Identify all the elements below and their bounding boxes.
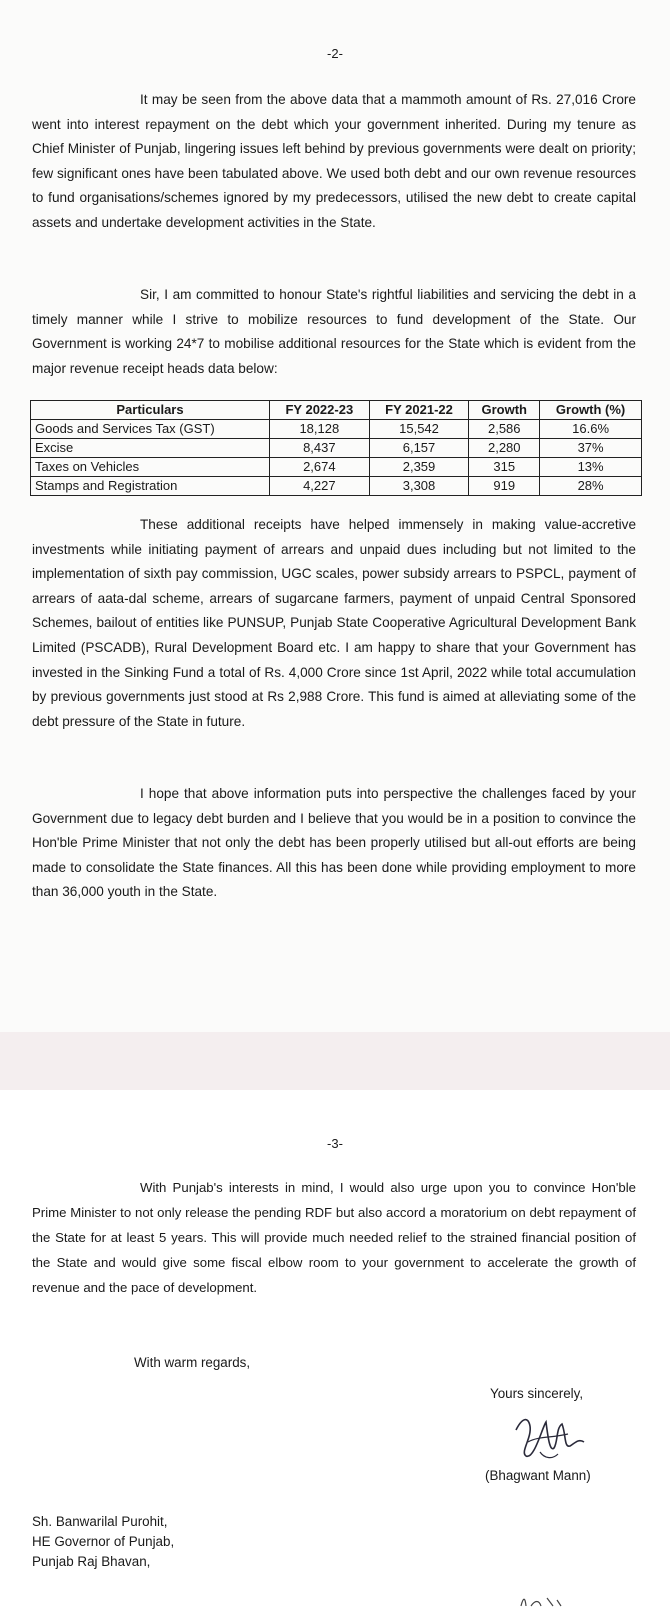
table-cell: 8,437 [270, 439, 370, 458]
table-cell: 3,308 [369, 477, 469, 496]
table-cell: 6,157 [369, 439, 469, 458]
table-cell: 2,674 [270, 458, 370, 477]
table-header-row [31, 401, 642, 420]
paragraph-interest-repayment: It may be seen from the above data that a mammoth amount of Rs. 27,016 Crore went into interest repayment on the debt which your government inherited. During my tenure as Chief Minister of Punjab, lingering issues left behind by previous governments were dealt on priority; few significant ones have been tabulated above. We used both debt and our own revenue resources to fund organisations/schemes ignored by my predecessors, utilised the new debt to create capital assets and undertake development activities in the State. [32, 92, 636, 230]
address-line: Sh. Banwarilal Purohit, [32, 1514, 168, 1529]
table-cell: Goods and Services Tax (GST) [31, 420, 270, 439]
table-cell: Stamps and Registration [31, 477, 270, 496]
paragraph-perspective: I hope that above information puts into perspective the challenges faced by your Government due to legacy debt burden and I believe that you would be in a position to convince the Hon'ble Prime Minister that not only the debt has been properly utilised but all-out efforts are being made to consolidate the State finances. All this has been done while providing employment to more than 36,000 youth in the State. [32, 786, 636, 900]
table-cell: 2,359 [369, 458, 469, 477]
address-line: HE Governor of Punjab, [32, 1534, 175, 1549]
table-cell: 13% [540, 458, 642, 477]
paragraph-request: With Punjab's interests in mind, I would also urge upon you to convince Hon'ble Prime Minister to not only release the pending RDF but also accord a moratorium on debt repayment of the State for at least 5 years. This will provide much needed relief to the strained financial position of the State and would give some fiscal elbow room to your government to accelerate the growth of revenue and the pace of development. [32, 1180, 636, 1295]
table-cell: Taxes on Vehicles [31, 458, 270, 477]
table-cell: 315 [469, 458, 540, 477]
paragraph-additional-receipts: These additional receipts have helped immensely in making value-accretive investments while initiating payment of arrears and unpaid dues including but not limited to the implementation of sixth pay commission, UGC scales, power subsidy arrears to PSPCL, payment of arrears of aata-dal scheme, arrears of sugarcane farmers, payment of unpaid Central Sponsored Schemes, bailout of entities like PUNSUP, Punjab State Cooperative Agricultural Development Bank Limited (PSCADB), Rural Development Board etc. I am happy to share that your Government has invested in the Sinking Fund a total of Rs. 4,000 Crore since 1st April, 2022 while total accumulation by previous governments just stood at Rs 2,988 Crore. This fund is aimed at alleviating some of the debt pressure of the State in future. [32, 517, 636, 729]
table-cell: Excise [31, 439, 270, 458]
partial-handwriting-icon [517, 1590, 567, 1608]
paragraph-commitment: Sir, I am committed to honour State's rightful liabilities and servicing the debt in a timely manner while I strive to mobilize resources to fund development of the State. Our Government is working 24*7 to mobilise additional resources for the State which is evident from the major revenue receipt heads data below: [32, 287, 636, 376]
closing-regards: With warm regards, [134, 1355, 251, 1370]
column-header: Growth [469, 401, 540, 420]
signature-icon [508, 1408, 588, 1468]
valediction: Yours sincerely, [490, 1386, 584, 1401]
table-cell: 919 [469, 477, 540, 496]
table-cell: 4,227 [270, 477, 370, 496]
revenue-receipts-table [30, 400, 642, 496]
table-row [31, 477, 642, 496]
table-cell: 28% [540, 477, 642, 496]
column-header: Growth (%) [540, 401, 642, 420]
address-line: Punjab Raj Bhavan, [32, 1554, 151, 1569]
table-cell: 2,586 [469, 420, 540, 439]
table-row [31, 420, 642, 439]
column-header: FY 2022-23 [270, 401, 370, 420]
table-cell: 15,542 [369, 420, 469, 439]
table-row [31, 458, 642, 477]
table-cell: 2,280 [469, 439, 540, 458]
table-cell: 37% [540, 439, 642, 458]
page-separator [0, 1032, 670, 1090]
page-number: -3- [327, 1136, 343, 1151]
table-cell: 16.6% [540, 420, 642, 439]
table-cell: 18,128 [270, 420, 370, 439]
column-header: Particulars [31, 401, 270, 420]
column-header: FY 2021-22 [369, 401, 469, 420]
table-row [31, 439, 642, 458]
page-number: -2- [327, 46, 343, 61]
signatory-name: (Bhagwant Mann) [485, 1468, 591, 1483]
